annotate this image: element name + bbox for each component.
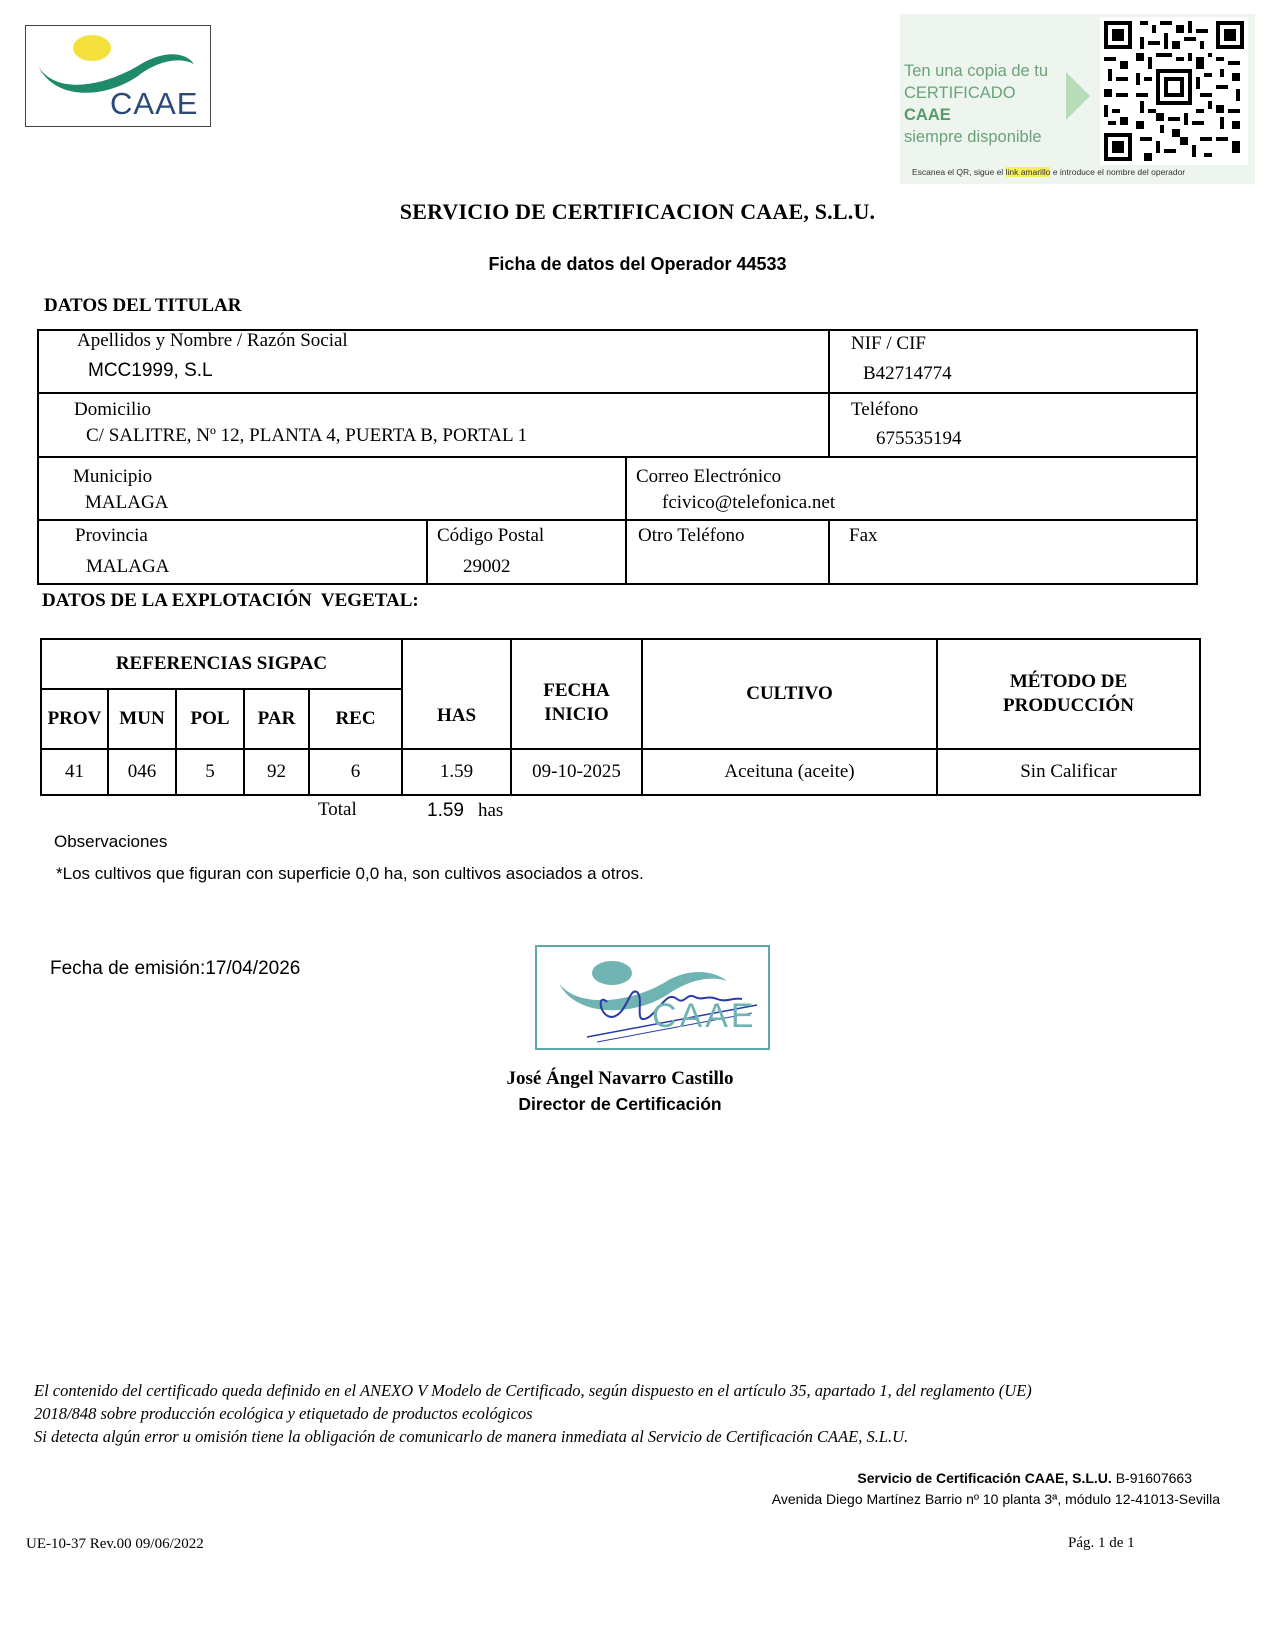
telefono-label: Teléfono xyxy=(851,399,919,420)
municipio-label: Municipio xyxy=(73,466,153,487)
cell-fecha: 09-10-2025 xyxy=(511,749,642,795)
page-subtitle: Ficha de datos del Operador 44533 xyxy=(488,254,787,274)
domicilio-value: C/ SALITRE, Nº 12, PLANTA 4, PUERTA B, PORTAL 1 xyxy=(86,425,528,446)
cell-mun: 046 xyxy=(108,749,176,795)
observaciones-label: Observaciones xyxy=(54,832,168,851)
promo-link-highlight[interactable]: link amarillo xyxy=(1005,167,1051,177)
telefono-value: 675535194 xyxy=(876,428,962,449)
fax-label: Fax xyxy=(849,525,878,546)
header-fecha-inicio: FECHA INICIO xyxy=(511,639,642,749)
legal-notice xyxy=(34,1379,1254,1448)
header-rec: REC xyxy=(309,689,402,749)
fecha-emision: Fecha de emisión:17/04/2026 xyxy=(50,958,301,979)
email-value: fcivico@telefonica.net xyxy=(662,492,836,513)
table-row xyxy=(41,749,1200,795)
header-par: PAR xyxy=(244,689,309,749)
header-metodo: MÉTODO DE PRODUCCIÓN xyxy=(937,639,1200,749)
provincia-label: Provincia xyxy=(75,525,148,546)
qr-code-icon[interactable] xyxy=(1100,17,1248,165)
company-name: Servicio de Certificación CAAE, S.L.U. xyxy=(857,1470,1112,1486)
page-number: Pág. 1 de 1 xyxy=(1068,1535,1135,1551)
cp-value: 29002 xyxy=(463,556,511,577)
signer-name: José Ángel Navarro Castillo xyxy=(506,1068,734,1089)
cell-par: 92 xyxy=(244,749,309,795)
cell-cultivo: Aceituna (aceite) xyxy=(642,749,937,795)
cp-label: Código Postal xyxy=(437,525,545,546)
doc-code: UE-10-37 Rev.00 09/06/2022 xyxy=(26,1536,204,1552)
header-has: HAS xyxy=(402,639,511,749)
sigpac-table xyxy=(40,638,1201,796)
name-value: MCC1999, S.L xyxy=(88,360,213,381)
page-title: SERVICIO DE CERTIFICACION CAAE, S.L.U. xyxy=(399,199,876,224)
municipio-value: MALAGA xyxy=(85,492,169,513)
caae-stamp xyxy=(535,945,770,1050)
signer-role: Director de Certificación xyxy=(518,1094,722,1114)
legal-line-2: 2018/848 sobre producción ecológica y etiquetado de productos ecológicos xyxy=(34,1404,533,1423)
promo-line-2: CERTIFICADO CAAE xyxy=(904,84,1016,124)
legal-line-1: El contenido del certificado queda definido en el ANEXO V Modelo de Certificado, según dispuesto en el artículo 35, apartado 1, del reglamento (UE) xyxy=(34,1381,1032,1400)
promo-footer: Escanea el QR, sigue el link amarillo e introduce el nombre del operador xyxy=(912,167,1186,177)
section-title-explotacion: DATOS DE LA EXPLOTACIÓN VEGETAL: xyxy=(42,590,419,611)
observaciones-note: *Los cultivos que figuran con superficie 0,0 ha, son cultivos asociados a otros. xyxy=(56,864,644,883)
header-sigpac: REFERENCIAS SIGPAC xyxy=(41,639,402,689)
company-cif: B-91607663 xyxy=(1115,1470,1192,1486)
arrow-right-icon xyxy=(1066,72,1090,120)
promo-brand: CAAE xyxy=(904,106,951,124)
domicilio-label: Domicilio xyxy=(74,399,152,420)
header-pol: POL xyxy=(176,689,244,749)
legal-line-3: Si detecta algún error u omisión tiene la obligación de comunicarlo de manera inmediata al Servicio de Certificación CAAE, S.L.U. xyxy=(34,1427,909,1446)
caae-logo xyxy=(25,25,211,127)
cell-has: 1.59 xyxy=(402,749,511,795)
nif-value: B42714774 xyxy=(863,363,952,384)
company-address: Avenida Diego Martínez Barrio nº 10 planta 3ª, módulo 12-41013-Sevilla xyxy=(771,1491,1220,1507)
name-label: Apellidos y Nombre / Razón Social xyxy=(77,330,348,351)
promo-line-1: Ten una copia de tu xyxy=(904,62,1049,80)
logo-text: CAAE xyxy=(110,86,199,121)
cell-pol: 5 xyxy=(176,749,244,795)
section-title-titular: DATOS DEL TITULAR xyxy=(44,295,242,316)
stamp-text: CAAE xyxy=(652,997,757,1035)
email-label: Correo Electrónico xyxy=(636,466,782,487)
total-label: Total xyxy=(318,799,357,820)
total-unit: has xyxy=(478,800,504,821)
company-line xyxy=(857,1470,1192,1486)
header-prov: PROV xyxy=(41,689,108,749)
cell-metodo: Sin Calificar xyxy=(937,749,1200,795)
promo-line-3: siempre disponible xyxy=(904,128,1042,146)
header-cultivo: CULTIVO xyxy=(642,639,937,749)
cell-rec: 6 xyxy=(309,749,402,795)
nif-label: NIF / CIF xyxy=(851,333,926,354)
cell-prov: 41 xyxy=(41,749,108,795)
qr-promo-banner xyxy=(900,14,1255,184)
total-value: 1.59 xyxy=(427,800,464,821)
promo-text xyxy=(904,60,1064,148)
otro-telefono-label: Otro Teléfono xyxy=(638,525,745,546)
header-mun: MUN xyxy=(108,689,176,749)
provincia-value: MALAGA xyxy=(86,556,170,577)
